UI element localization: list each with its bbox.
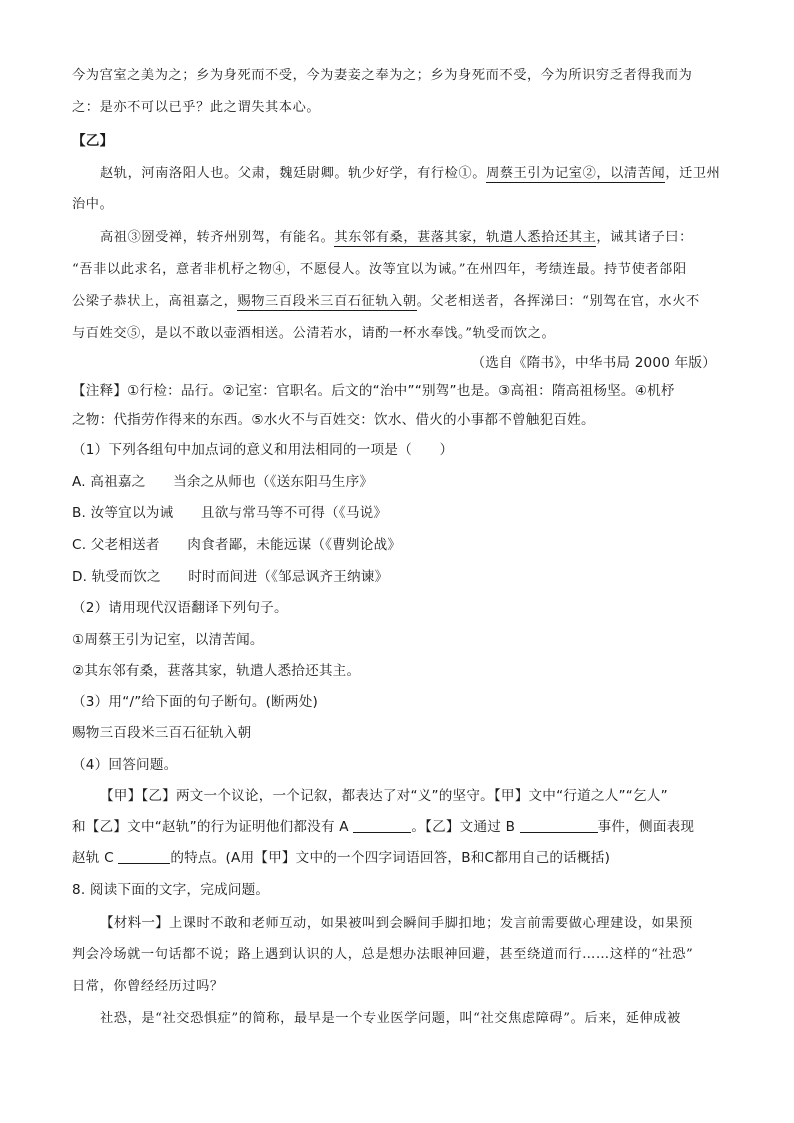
notes-line-1: 【注释】①行检：品行。②记室：官职名。后文的“治中”“别驾”也是。③高祖：隋高祖杨坚。④机杼 (72, 383, 675, 399)
yi-p1-underlined: 周蔡王引为记室②，以清苦闻 (486, 166, 666, 181)
answer-blank-c[interactable] (118, 849, 170, 864)
yi-p2-line3-underlined: 赐物三百段米三百石征轨入朝 (237, 294, 417, 309)
yi-p1-text-b: ，迁卫州 (665, 166, 721, 181)
q1-option-c: C. 父老相送者 肉食者鄙，未能远谋（《曹刿论战》 (72, 537, 402, 553)
yi-p2-line3-a: 公梁子恭状上，高祖嘉之， (72, 294, 238, 309)
q4-stem: （4）回答问题。 (72, 757, 178, 773)
yi-p1-text-a: 赵轨，河南洛阳人也。父肃，魏廷尉卿。轨少好学，有行检①。 (100, 166, 487, 181)
yi-p2-line-2: “吾非以此求名，意者非机杼之物④，不愿侵人。汝等宜以为诫。”在州四年，考绩连最。持节使者郃阳 (72, 262, 687, 277)
answer-blank-a[interactable] (353, 818, 411, 833)
yi-p2-line3-b: 。父老相送者，各挥涕曰：“别驾在官，水火不 (416, 294, 700, 309)
material-1-text: 上课时不敢和老师互动，如果被叫到会瞬间手脚扣地；发言前需要做心理建设，如果预 (168, 916, 693, 931)
yi-p2-underlined: 其东邻有桑，葚落其家，轨遣人悉拾还其主 (334, 230, 597, 245)
jia-text-line-2: 之：是亦不可以已乎？此之谓失其本心。 (72, 100, 321, 115)
jia-text-line-1: 今为宫室之美为之；乡为身死而不受，今为妻妾之奉为之；乡为身死而不受，今为所识穷乏者得我而为 (72, 68, 693, 83)
q8-material-1-line-3: 日常，你曾经经历过吗？ (72, 979, 224, 994)
q8-material-2-line-1: 社恐，是“社交恐惧症”的简称，最早是一个专业医学问题，叫“社交焦虑障碍”。后来，延伸成被 (100, 1011, 681, 1026)
yi-p2-text-a: 高祖③圀受禅，转齐州别驾，有能名。 (100, 230, 335, 245)
yi-p1-line-2: 治中。 (72, 197, 114, 212)
yi-p2-text-b: ，诫其诸子曰： (596, 230, 693, 245)
q4-line-2 (72, 817, 694, 837)
q8-material-1-line-1 (100, 913, 693, 934)
q8-stem: 8. 阅读下面的文字，完成问题。 (72, 882, 270, 898)
q8-material-1-line-2: 判会冷场就一句话都不说；路上遇到认识的人，总是想办法眼神回避，甚至绕道而行……这样的“社恐” (72, 947, 694, 962)
q1-option-b: B. 汝等宜以为诫 且欲与常马等不可得（《马说》 (72, 505, 388, 521)
q2-sentence-2: ②其东邻有桑，葚落其家，轨遣人悉拾还其主。 (72, 663, 361, 679)
source-citation: （选自《隋书》，中华书局 2000 年版） (471, 355, 716, 371)
q4-line-1: 【甲】【乙】两文一个议论，一个记叙，都表达了对“义”的坚守。【甲】文中“行道之人”“乞人” (100, 788, 668, 804)
q2-sentence-1: ①周蔡王引为记室，以清苦闻。 (72, 632, 264, 648)
q4-line2-a: 和【乙】文中“赵轨”的行为证明他们都没有 A (72, 819, 354, 835)
answer-blank-b[interactable] (520, 818, 598, 833)
q4-line2-c: 事件，侧面表现 (597, 819, 695, 835)
material-1-label: 【材料一】 (100, 915, 169, 931)
yi-p1-line-1 (100, 164, 720, 184)
yi-p2-line-3 (72, 292, 700, 312)
notes-line-2: 之物：代指劳作得来的东西。⑤水火不与百姓交：饮水、借火的小事都不曾触犯百姓。 (72, 412, 595, 428)
q1-option-a: A. 高祖嘉之 当余之从师也（《送东阳马生序》 (72, 474, 374, 490)
q4-line2-b: 。【乙】文通过 B (411, 819, 520, 835)
yi-p2-line-4: 与百姓交⑤，是以不敢以壶酒相送。公清若水，请酌一杯水奉饯。”轨受而饮之。 (72, 326, 556, 341)
yi-heading: 【乙】 (72, 133, 114, 149)
q4-line3-b: 的特点。(A用【甲】文中的一个四字词语回答，B和C都用自己的话概括) (170, 850, 611, 866)
q3-stem: （3）用“/”给下面的句子断句。(断两处) (72, 694, 319, 710)
q3-sentence: 赐物三百段米三百石征轨入朝 (72, 725, 252, 741)
q2-stem: （2）请用现代汉语翻译下列句子。 (72, 600, 288, 616)
q4-line-3 (72, 848, 610, 868)
q1-stem: （1）下列各组句中加点词的意义和用法相同的一项是（ ） (72, 442, 454, 458)
yi-p2-line-1 (100, 228, 693, 248)
q1-option-d: D. 轨受而饮之 时时而间进（《邹忌讽齐王纳谏》 (72, 569, 389, 585)
q4-line3-a: 赵轨 C (72, 850, 119, 866)
